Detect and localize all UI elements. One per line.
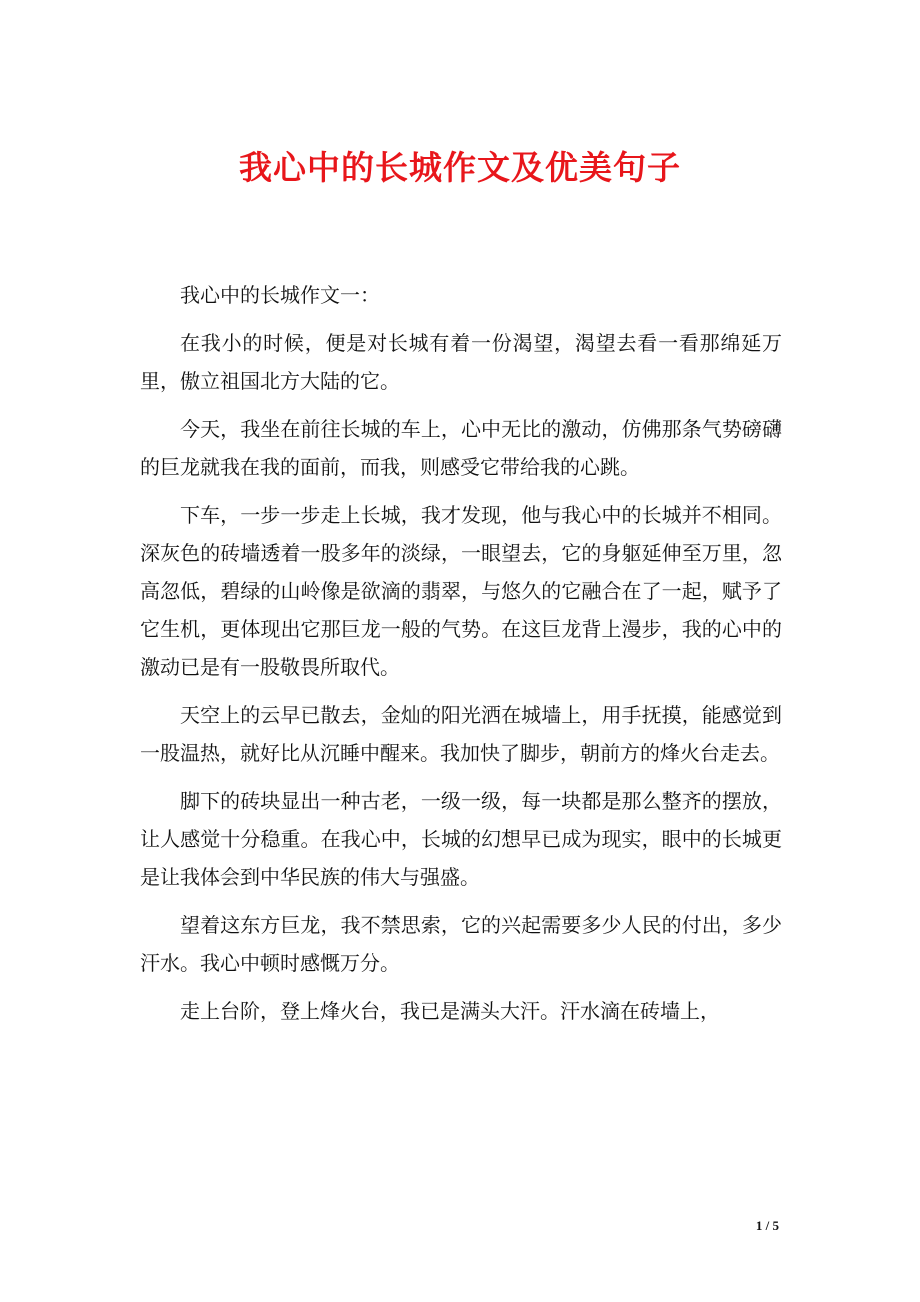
paragraph: 下车，一步一步走上长城，我才发现，他与我心中的长城并不相同。深灰色的砖墙透着一股多年的淡绿，一眼望去，它的身躯延伸至万里，忽高忽低，碧绿的山岭像是欲滴的翡翠，与悠久的它融合在了一起，赋予了它生机，更体现出它那巨龙一般的气势。在这巨龙背上漫步，我的心中的激动已是有一股敬畏所取代。 (140, 503, 782, 679)
paragraph: 脚下的砖块显出一种古老，一级一级，每一块都是那么整齐的摆放，让人感觉十分稳重。在我心中，长城的幻想早已成为现实，眼中的长城更是让我体会到中华民族的伟大与强盛。 (140, 789, 782, 889)
paragraph: 天空上的云早已散去，金灿的阳光洒在城墙上，用手抚摸，能感觉到一股温热，就好比从沉睡中醒来。我加快了脚步，朝前方的烽火台走去。 (140, 703, 782, 765)
paragraph: 在我小的时候，便是对长城有着一份渴望，渴望去看一看那绵延万里，傲立祖国北方大陆的它。 (140, 331, 782, 393)
paragraph: 走上台阶，登上烽火台，我已是满头大汗。汗水滴在砖墙上， (180, 999, 720, 1023)
paragraph: 我心中的长城作文一： (180, 283, 380, 307)
document-body (140, 276, 782, 1040)
paragraph: 望着这东方巨龙，我不禁思索，它的兴起需要多少人民的付出，多少汗水。我心中顿时感慨万分。 (140, 913, 782, 975)
page-number: 1 / 5 (755, 1218, 779, 1233)
document-title: 我心中的长城作文及优美句子 (239, 148, 681, 187)
paragraph: 今天，我坐在前往长城的车上，心中无比的激动，仿佛那条气势磅礴的巨龙就我在我的面前，而我，则感受它带给我的心跳。 (140, 417, 782, 479)
